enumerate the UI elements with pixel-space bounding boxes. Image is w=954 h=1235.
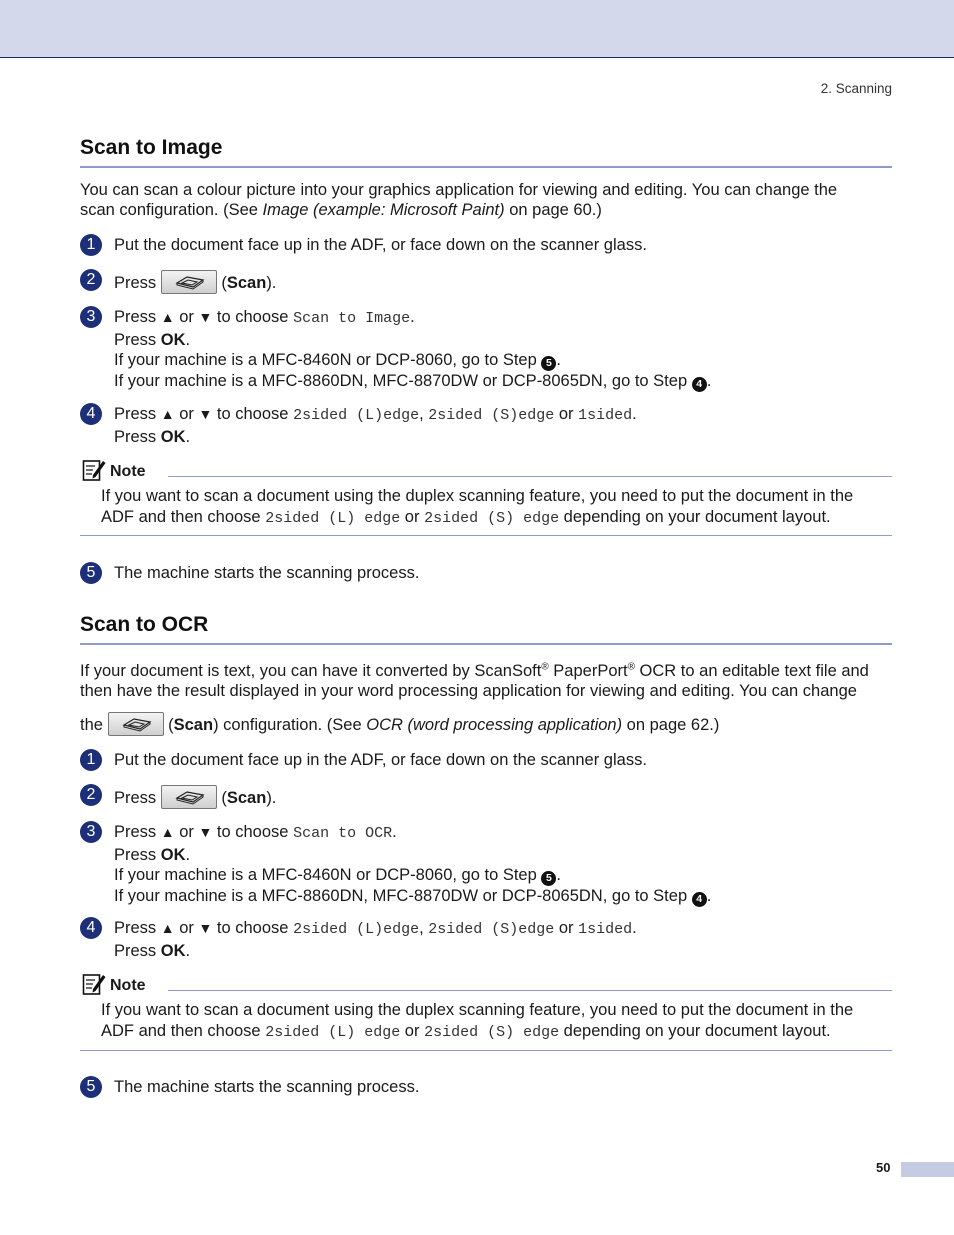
step-line xyxy=(114,427,900,448)
lcd-option: 2sided (L)edge xyxy=(293,407,420,424)
step-4 xyxy=(80,918,900,961)
step-number: 1 xyxy=(80,749,102,771)
note-pencil-icon xyxy=(82,972,106,996)
scan-key-button[interactable] xyxy=(161,270,217,294)
lcd-option: Scan to OCR xyxy=(293,825,393,842)
step-text: or xyxy=(554,919,579,937)
step-ref-badge[interactable]: 4 xyxy=(692,377,707,392)
lcd-option: 1sided xyxy=(578,921,633,938)
step-line xyxy=(114,822,900,845)
scan-key-label: Scan xyxy=(226,274,267,292)
step-text: to choose xyxy=(212,405,294,423)
ok-key-label: OK xyxy=(160,330,186,349)
step-text: or xyxy=(174,308,199,326)
intro-text: You can scan a colour picture into your graphics application for viewing and editing. You can change the xyxy=(80,181,838,199)
lcd-option: 2sided (S)edge xyxy=(428,407,555,424)
intro-paragraph xyxy=(80,180,895,220)
chapter-label: 2. Scanning xyxy=(820,81,892,96)
step-number: 4 xyxy=(80,917,102,939)
up-arrow-icon: ▲ xyxy=(160,920,175,936)
step-number: 4 xyxy=(80,403,102,425)
lcd-option: Scan to Image xyxy=(293,310,411,327)
step-5 xyxy=(80,1077,900,1098)
step-number: 1 xyxy=(80,234,102,256)
cross-reference-link[interactable]: Image (example: Microsoft Paint) xyxy=(262,201,505,219)
note-line: If you want to scan a document using the duplex scanning feature, you need to put the document in the xyxy=(101,487,854,505)
scan-key-label: Scan xyxy=(226,789,267,807)
step-text: The machine starts the scanning process. xyxy=(114,564,420,582)
step-text: . xyxy=(392,823,397,841)
step-text: or xyxy=(174,919,199,937)
paren: ( xyxy=(163,716,174,734)
paren: ( xyxy=(216,789,227,807)
section-title-scan-to-ocr: Scan to OCR xyxy=(80,613,209,636)
scan-key-button[interactable] xyxy=(161,785,217,809)
note-label: Note xyxy=(110,463,146,480)
step-text: The machine starts the scanning process. xyxy=(114,1078,420,1096)
scanner-key-icon xyxy=(175,789,205,806)
intro-text: then have the result displayed in your word processing application for viewing and editing. You can change xyxy=(80,682,857,700)
step-number: 2 xyxy=(80,784,102,806)
step-text: , xyxy=(419,405,429,423)
step-text: If your machine is a MFC-8460N or DCP-8060, go to Step xyxy=(114,866,542,884)
scanner-key-icon xyxy=(122,716,152,733)
step-text: to choose xyxy=(212,919,294,937)
intro-text: ) configuration. (See xyxy=(213,716,367,734)
scan-key-label: Scan xyxy=(173,716,214,734)
step-line xyxy=(114,941,900,962)
intro-text: the xyxy=(80,716,108,734)
step-text: Press xyxy=(114,919,161,937)
note-bottom-rule xyxy=(80,535,892,536)
step-text: Press xyxy=(114,330,161,349)
step-ref-badge[interactable]: 5 xyxy=(541,356,556,371)
intro-text: on page 62.) xyxy=(622,716,720,734)
note-line: or xyxy=(400,507,425,526)
registered-mark: ® xyxy=(627,661,635,673)
note-box xyxy=(80,972,892,1043)
step-number: 5 xyxy=(80,1076,102,1098)
step-line xyxy=(114,918,900,941)
note-bottom-rule xyxy=(80,1050,892,1051)
step-text: Press xyxy=(114,845,161,864)
step-text: Put the document face up in the ADF, or face down on the scanner glass. xyxy=(114,751,647,769)
step-text: . xyxy=(632,919,637,937)
intro-text: OCR to an editable text file and xyxy=(634,662,869,680)
step-3 xyxy=(80,822,900,907)
step-text: Press xyxy=(114,308,161,326)
down-arrow-icon: ▼ xyxy=(198,920,213,936)
section-rule xyxy=(80,643,892,645)
step-line: If your machine is a MFC-8860DN, MFC-8870DW or DCP-8065DN, go to Step 4 . xyxy=(114,372,712,390)
step-line: If your machine is a MFC-8860DN, MFC-8870DW or DCP-8065DN, go to Step 4 . xyxy=(114,887,712,905)
note-label: Note xyxy=(110,977,146,994)
down-arrow-icon: ▼ xyxy=(198,406,213,422)
lcd-option: 2sided (L) edge xyxy=(265,509,401,527)
step-text: Press xyxy=(114,274,157,292)
up-arrow-icon: ▲ xyxy=(160,824,175,840)
step-text: . xyxy=(185,845,191,864)
lcd-option: 2sided (L)edge xyxy=(293,921,420,938)
page-number: 50 xyxy=(876,1160,891,1175)
header-band xyxy=(0,0,954,58)
step-text: , xyxy=(419,919,429,937)
step-text: If your machine is a MFC-8860DN, MFC-8870DW or DCP-8065DN, go to Step xyxy=(114,887,692,905)
step-number: 5 xyxy=(80,562,102,584)
step-text: . xyxy=(185,427,191,446)
scanner-key-icon xyxy=(175,274,205,291)
note-pencil-icon xyxy=(82,458,106,482)
note-line: depending on your document layout. xyxy=(559,507,831,526)
step-number: 3 xyxy=(80,306,102,328)
lcd-option: 2sided (S) edge xyxy=(424,1023,560,1041)
step-3 xyxy=(80,307,900,392)
step-ref-badge[interactable]: 5 xyxy=(541,871,556,886)
scan-key-button[interactable] xyxy=(108,712,164,736)
step-number: 2 xyxy=(80,269,102,291)
step-text: Press xyxy=(114,941,161,960)
step-1 xyxy=(80,750,900,771)
step-2 xyxy=(80,270,900,294)
step-text: Put the document face up in the ADF, or face down on the scanner glass. xyxy=(114,236,647,254)
intro-text: scan configuration. (See xyxy=(80,201,263,219)
step-line xyxy=(114,307,900,330)
step-number: 3 xyxy=(80,821,102,843)
step-2 xyxy=(80,785,900,809)
lcd-option: 1sided xyxy=(578,407,633,424)
note-line: If you want to scan a document using the duplex scanning feature, you need to put the document in the xyxy=(101,1001,854,1019)
lcd-option: 2sided (S)edge xyxy=(428,921,555,938)
down-arrow-icon: ▼ xyxy=(198,824,213,840)
note-rule xyxy=(168,990,892,991)
step-line xyxy=(114,330,900,351)
step-text: . xyxy=(185,330,191,349)
note-line: ADF and then choose xyxy=(101,507,266,526)
step-text: . xyxy=(410,308,415,326)
lcd-option: 2sided (S) edge xyxy=(424,509,560,527)
note-line: depending on your document layout. xyxy=(559,1021,831,1040)
note-text xyxy=(101,486,892,529)
step-line xyxy=(114,404,900,427)
paren: ). xyxy=(266,274,277,292)
step-line: If your machine is a MFC-8460N or DCP-8060, go to Step 5 . xyxy=(114,866,561,884)
intro-text: PaperPort xyxy=(548,662,628,680)
step-text: Press xyxy=(114,823,161,841)
note-line: ADF and then choose xyxy=(101,1021,266,1040)
down-arrow-icon: ▼ xyxy=(198,309,213,325)
cross-reference-link[interactable]: OCR (word processing application) xyxy=(366,716,623,734)
step-4 xyxy=(80,404,900,447)
note-line: or xyxy=(400,1021,425,1040)
step-line: If your machine is a MFC-8460N or DCP-8060, go to Step 5 . xyxy=(114,351,561,369)
step-text: or xyxy=(174,823,199,841)
intro-text: on page 60.) xyxy=(504,201,602,219)
step-text: If your machine is a MFC-8860DN, MFC-8870DW or DCP-8065DN, go to Step xyxy=(114,372,692,390)
lcd-option: 2sided (L) edge xyxy=(265,1023,401,1041)
step-text: Press xyxy=(114,789,157,807)
note-rule xyxy=(168,476,892,477)
paren: ( xyxy=(216,274,227,292)
note-box xyxy=(80,458,892,529)
up-arrow-icon: ▲ xyxy=(160,406,175,422)
ok-key-label: OK xyxy=(160,845,186,864)
intro-text: If your document is text, you can have it converted by ScanSoft xyxy=(80,662,542,680)
step-text: . xyxy=(185,941,191,960)
step-text: Press xyxy=(114,427,161,446)
paren: ). xyxy=(266,789,277,807)
footer-band xyxy=(901,1162,954,1177)
ok-key-label: OK xyxy=(160,941,186,960)
step-1 xyxy=(80,235,900,256)
step-line xyxy=(114,845,900,866)
intro-paragraph xyxy=(80,661,895,736)
section-rule xyxy=(80,166,892,168)
step-text: If your machine is a MFC-8460N or DCP-8060, go to Step xyxy=(114,351,542,369)
step-text: Press xyxy=(114,405,161,423)
step-text: or xyxy=(554,405,579,423)
step-text: . xyxy=(632,405,637,423)
step-5 xyxy=(80,563,900,584)
up-arrow-icon: ▲ xyxy=(160,309,175,325)
section-title-scan-to-image: Scan to Image xyxy=(80,136,223,159)
step-ref-badge[interactable]: 4 xyxy=(692,892,707,907)
step-text: or xyxy=(174,405,199,423)
note-text xyxy=(101,1000,892,1043)
step-text: to choose xyxy=(212,308,294,326)
step-text: to choose xyxy=(212,823,294,841)
ok-key-label: OK xyxy=(160,427,186,446)
registered-mark: ® xyxy=(541,661,549,673)
